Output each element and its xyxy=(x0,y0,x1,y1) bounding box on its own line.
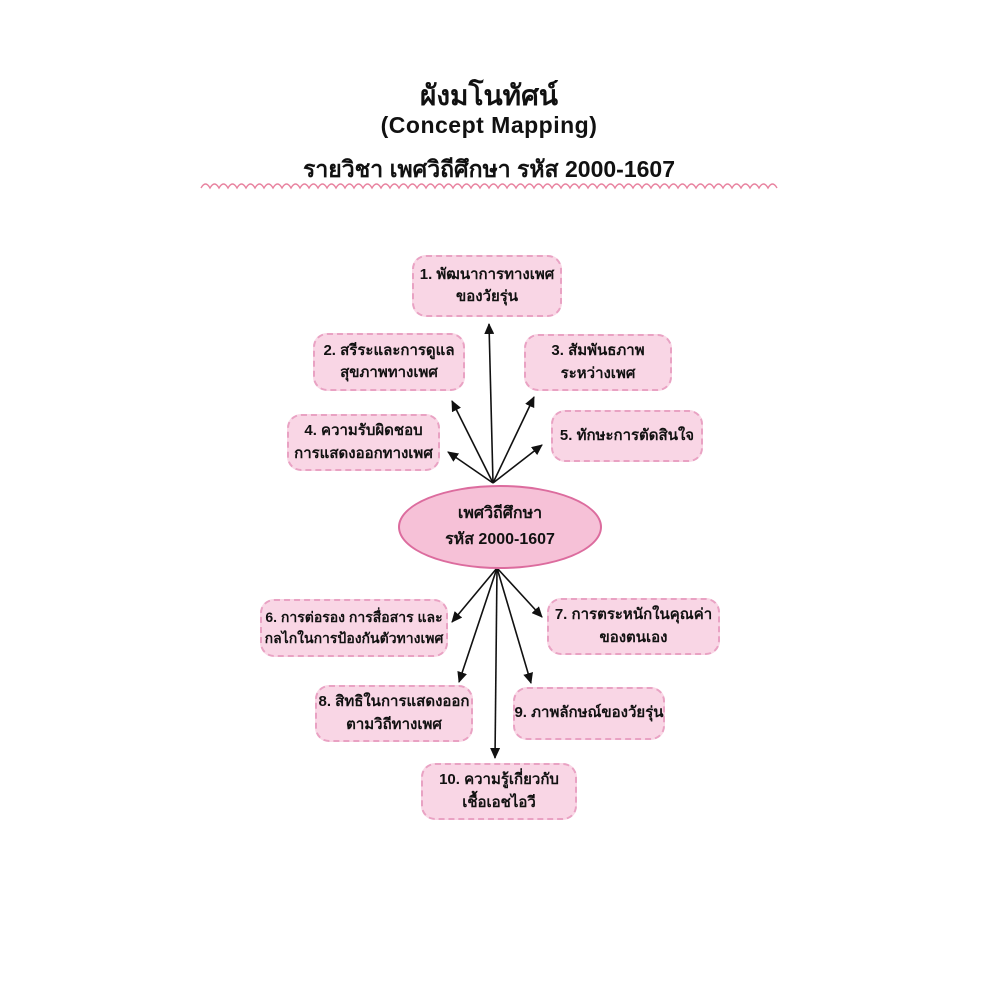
arrow-to-node-5 xyxy=(493,445,542,483)
node-line: กลไกในการป้องกันตัวทางเพศ xyxy=(264,630,444,646)
node-line: 8. สิทธิในการแสดงออก xyxy=(318,693,470,710)
course-line: รายวิชา เพศวิถีศึกษา รหัส 2000-1607 xyxy=(303,156,675,182)
concept-node-1 xyxy=(412,255,562,317)
arrow-to-node-4 xyxy=(448,452,493,483)
page-title-english: (Concept Mapping) xyxy=(380,112,598,138)
arrow-to-node-2 xyxy=(452,401,493,483)
concept-node-3 xyxy=(524,334,672,391)
node-line: 9. ภาพลักษณ์ของวัยรุ่น xyxy=(514,704,664,722)
page-title: ผังมโนทัศน์ xyxy=(419,80,559,111)
central-topic-code: รหัส 2000-1607 xyxy=(445,531,555,548)
node-line: 3. สัมพันธภาพ xyxy=(551,342,645,359)
arrow-to-node-1 xyxy=(489,324,493,483)
concept-node-5 xyxy=(551,410,703,462)
arrow-to-node-3 xyxy=(493,397,534,483)
arrow-to-node-6 xyxy=(452,568,497,622)
arrow-to-node-7 xyxy=(497,568,542,617)
wavy-divider xyxy=(200,180,778,192)
arrow-to-node-9 xyxy=(497,568,531,683)
concept-node-9 xyxy=(513,687,665,740)
node-line: 7. การตระหนักในคุณค่า xyxy=(554,606,713,623)
concept-node-8 xyxy=(315,685,473,742)
concept-node-2 xyxy=(313,333,465,391)
node-line: ของวัยรุ่น xyxy=(455,288,519,305)
node-line: 10. ความรู้เกี่ยวกับ xyxy=(439,771,559,788)
concept-node-6 xyxy=(260,599,448,657)
concept-node-4 xyxy=(287,414,440,471)
node-line: 2. สรีระและการดูแล xyxy=(323,341,455,359)
node-line: การแสดงออกทางเพศ xyxy=(294,444,433,462)
node-line: 4. ความรับผิดชอบ xyxy=(304,422,423,439)
node-line: 6. การต่อรอง การสื่อสาร และ xyxy=(265,609,443,625)
central-topic-ellipse xyxy=(398,485,602,569)
node-line: เชื้อเอชไอวี xyxy=(462,793,536,811)
concept-node-10 xyxy=(421,763,577,820)
central-topic-title: เพศวิถีศึกษา xyxy=(457,505,543,523)
node-line: ระหว่างเพศ xyxy=(560,364,636,382)
concept-node-7 xyxy=(547,598,720,655)
node-line: 1. พัฒนาการทางเพศ xyxy=(419,265,555,283)
arrow-to-node-10 xyxy=(495,568,497,758)
node-line: ของตนเอง xyxy=(599,628,668,646)
node-line: สุขภาพทางเพศ xyxy=(340,364,438,381)
node-line: 5. ทักษะการตัดสินใจ xyxy=(559,426,695,444)
arrow-to-node-8 xyxy=(459,568,497,682)
node-line: ตามวิถีทางเพศ xyxy=(346,715,442,733)
